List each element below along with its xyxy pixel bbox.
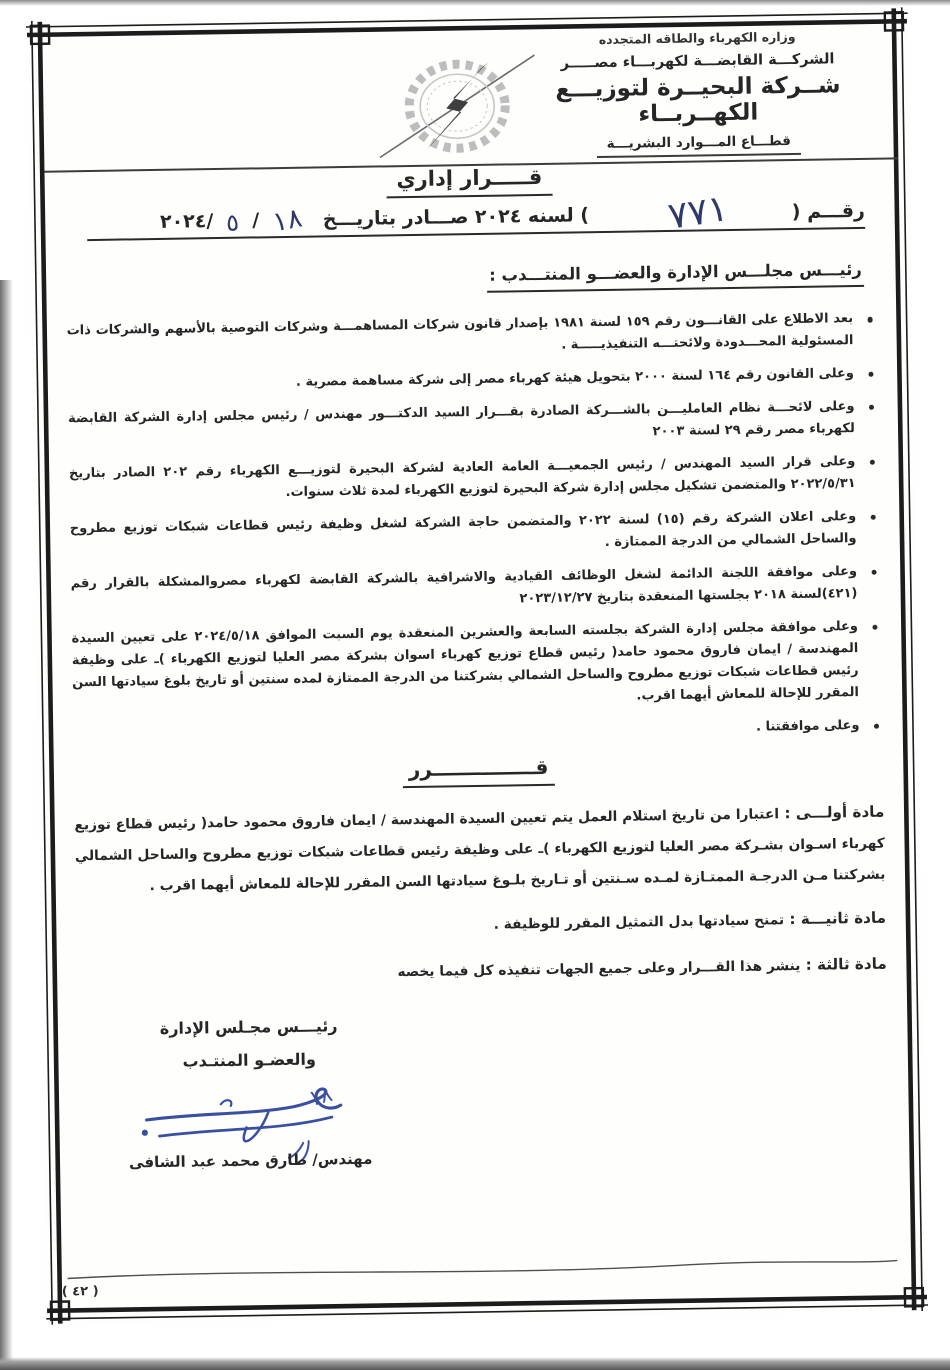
article-one — [74, 796, 885, 903]
handwritten-day: ١٨ — [270, 201, 305, 238]
preamble-text: وعلى لائحـــة نظام العامليـــن بالشـــركة الصادرة بقـــرار السيد الدكتـــور مهندس / رئيس مجلس إدارة الشركة القابضة لكهرباء مصر رقم ٢٩ لسنة ٢٠٠٣ — [67, 398, 855, 440]
number-prefix: رقـــم ( — [785, 199, 866, 223]
preamble-text: وعلى القانون رقم ١٦٤ لسنة ٢٠٠٠ بتحويل هيئة كهرباء مصر إلى شركة مساهمة مصرية . — [295, 365, 855, 390]
resolution-heading: قـــــــــــــــرر — [403, 755, 555, 788]
scan-edge-bottom — [0, 1357, 950, 1370]
preamble-item — [69, 451, 876, 508]
bullet-dot-icon — [868, 372, 874, 378]
bullet-dot-icon — [868, 405, 874, 411]
preamble-text: وعلى موافقتنا . — [755, 717, 860, 735]
preamble-text: وعلى اعلان الشركة رقم (١٥) لسنة ٢٠٢٢ والمتضمن حاجة الشركة لشغل وظيفة رئيس قطاعات شبكات توزيع مطروح والساحل الشمالي من الدرجة الممتازة . — [69, 508, 857, 550]
preamble-item — [73, 714, 879, 749]
article-two-text: تمنح سيادتها بدل التمثيل المقرر للوظيفة . — [493, 912, 785, 933]
bullet-dot-icon — [870, 515, 876, 521]
signatory-title-line1: رئيـــس مجـلس الإدارة — [159, 1016, 338, 1039]
preamble-item — [67, 363, 873, 398]
preamble-item — [70, 560, 877, 617]
bullet-dot-icon — [872, 624, 878, 630]
company-name: شــركة البحيــرة لتوزيـــع الكهــربــاء — [555, 72, 841, 128]
preamble-text: وعلى موافقة مجلس إدارة الشركة بجلسته السابعة والعشرين المنعقدة يوم السبت الموافق ٢٠٢٤/٥/١٨ على تعيين السيدة المهندسة / ايمان فاروق محمود حامد( رئيس قطاع توزيع كهرباء اسوان بشركة مصر العليا لتوزيع الكهرباء )ـ على وظيفة رئيس قطاعات شبكات توزيع مطروح والساحل الشمالي بشركتنا من الدرجة الممتازة لمده سنتين أو تاريخ بلوغ سيادتها السن المقرر للإحالة للمعاش أيهما اقرب. — [71, 618, 860, 704]
handwritten-signature-date: ١٨ — [306, 1081, 336, 1113]
number-suffix: ) لسنه ٢٠٢٤ صـــادر بتاريـــخ — [316, 203, 596, 231]
date-year: /٢٠٢٤ — [159, 209, 214, 233]
scan-edge-top — [0, 0, 950, 6]
scan-edge-left — [0, 280, 13, 1370]
company-logo-gear-lightning-icon — [374, 49, 540, 164]
holding-company-name: الشركـــة القابضـــة لكهربـــاء مصـــــر — [560, 51, 835, 72]
preamble-item — [70, 506, 877, 563]
bullet-dot-icon — [873, 723, 879, 729]
sector-name: قطـــاع المـــوارد البشريـــة — [597, 133, 802, 158]
preamble-text: وعلى موافقة اللجنة الدائمة لشغل الوظائف القيادية والاشرافية بالشركة القابضة لكهرباء مصروالمشكلة بالقرار رقم (٤٢١)لسنة ٢٠١٨ بجلستها المنعقدة بتاريخ ٢٠٢٣/١٢/٢٧ — [70, 563, 858, 607]
page-number: ( ٤٢ ) — [61, 1284, 99, 1300]
articles-section — [74, 796, 887, 1006]
article-one-text: اعتبارا من تاريخ استلام العمل يتم تعيين السيدة المهندسة / ايمان فاروق محمود حامد( رئيس قطاع توزيع كهرباء اسـوان بشـركة مصر العليا لتوزيع الكهرباء )ـ على وظيفة رئيس قطاعات شبكات توزيع مطروح والساحل الشمالي بشركتنا مـن الدرجـة الممتـازة لمـده سـنتين أو تـاريخ بلـوغ سيادتها السن المقرر للإحالة للمعاش أيهما اقرب . — [74, 806, 886, 894]
decision-title: قـــــرار إداري — [386, 165, 552, 199]
bullet-dot-icon — [867, 317, 873, 323]
preamble-item — [71, 615, 878, 716]
handwritten-decision-number: ٧٧١ — [664, 186, 731, 238]
article-one-label: مادة أولـــى : — [778, 802, 885, 823]
letterhead — [512, 28, 884, 160]
article-two — [76, 902, 886, 948]
article-three — [77, 947, 887, 993]
signatory-name: مهندس/ طارق محمد عبد الشافى — [128, 1149, 373, 1172]
handwritten-month: ٥ — [225, 208, 241, 238]
article-three-label: مادة ثالثة : — [800, 954, 887, 974]
signatory-title-line2: والعضـو المنتـدب — [182, 1049, 316, 1071]
issuer-title-line: رئيـــس مجلـــس الإدارة والعضـــو المنتـــدب : — [487, 260, 864, 293]
preamble-list — [67, 308, 880, 760]
ministry-name: وزاره الكهرباء والطاقه المتجدده — [598, 28, 796, 48]
signature-block — [94, 1015, 406, 1172]
preamble-text: وعلى قرار السيد المهندس / رئيس الجمعيـــة العامة العادية لشركة البحيرة لتوزيـــع الكهرباء رقم ٢٠٢ الصادر بتاريخ ٢٠٢٢/٥/٣١ والمتضمن تشكيل مجلس إدارة شركة البحيرة لتوزيع الكهرباء لمدة ثلاث سنوات. — [68, 453, 856, 500]
article-two-label: مادة ثانيـــة : — [783, 908, 887, 929]
document-sheet — [26, 7, 928, 1325]
preamble-item — [68, 396, 875, 453]
bullet-dot-icon — [869, 460, 875, 466]
bullet-dot-icon — [871, 569, 877, 575]
article-three-text: ينشر هذا القـــرار وعلى جميع الجهات تنفيذه كل فيما يخصه — [397, 957, 801, 980]
date-separator: / — [252, 209, 260, 232]
preamble-text: بعد الاطلاع على القانـــون رقم ١٥٩ لسنة ١٩٨١ بإصدار قانون شركات المساهمـــة وشركات التوصية بالأسهم والشركات ذات المسئولية المحـــدودة ولائحتـــه التنفيذيـــــة . — [66, 311, 854, 353]
